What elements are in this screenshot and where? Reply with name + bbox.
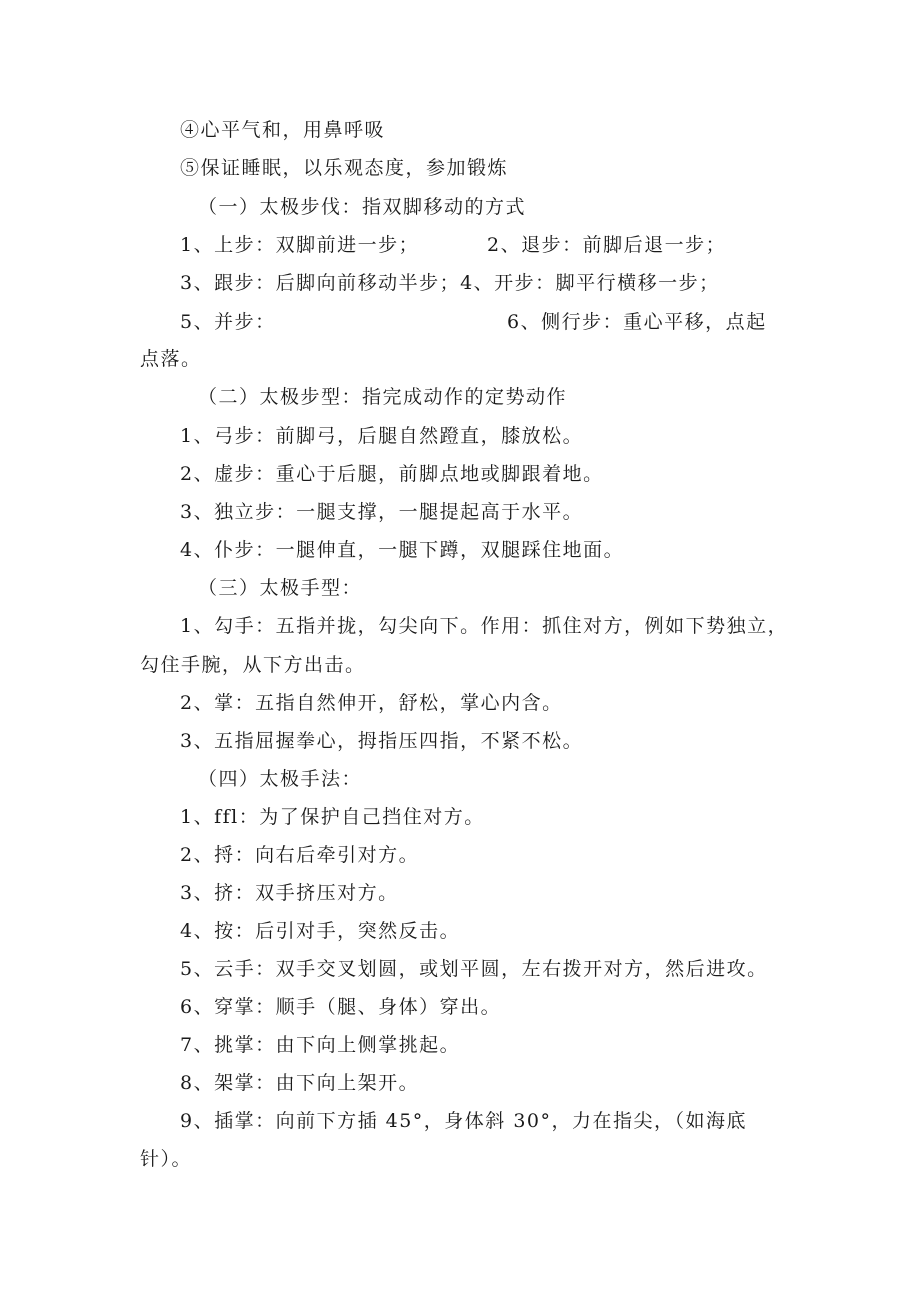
text-line: 6、侧行步：重心平移，点起 [507,311,767,333]
section-heading: （一）太极步伐：指双脚移动的方式 [198,196,527,218]
text-line: 4、仆步：一腿伸直，一腿下蹲，双腿踩住地面。 [180,539,625,561]
section-heading: （四）太极手法： [198,768,363,790]
text-line: ⑤保证睡眠，以乐观态度，参加锻炼 [180,157,509,179]
text-line: 1、弓步：前脚弓，后腿自然蹬直，膝放松。 [180,425,584,447]
text-line: 3、挤：双手挤压对方。 [180,882,399,904]
text-line: ④心平气和，用鼻呼吸 [180,119,386,141]
text-line: 3、五指屈握拳心，拇指压四指，不紧不松。 [180,730,584,752]
section-heading: （三）太极手型： [198,577,363,599]
text-line: 2、掌：五指自然伸开，舒松，掌心内含。 [180,692,563,714]
text-line: 2、虚步：重心于后腿，前脚点地或脚跟着地。 [180,463,604,485]
text-line: 9、插掌：向前下方插 45°，身体斜 30°，力在指尖，（如海底 [180,1110,748,1132]
text-line: 2、捋：向右后牵引对方。 [180,844,420,866]
text-line: 5、云手：双手交叉划圆，或划平圆，左右拨开对方，然后进攻。 [180,958,768,980]
text-line: 勾住手腕，从下方出击。 [140,654,366,676]
text-line: 1、上步：双脚前进一步； [180,234,420,256]
text-line: 8、架掌：由下向上架开。 [180,1072,420,1094]
text-line: 5、并步： [180,311,276,333]
section-heading: （二）太极步型：指完成动作的定势动作 [198,386,568,408]
text-line: 点落。 [140,348,202,370]
text-line: 3、跟步：后脚向前移动半步；4、开步：脚平行横移一步； [180,272,720,294]
text-line: 1、ffl：为了保护自己挡住对方。 [180,806,485,828]
text-line: 1、勾手：五指并拢，勾尖向下。作用：抓住对方，例如下势独立， [180,615,789,637]
text-line: 3、独立步：一腿支撑，一腿提起高于水平。 [180,501,584,523]
text-line: 2、退步：前脚后退一步； [487,234,727,256]
text-line: 6、穿掌：顺手（腿、身体）穿出。 [180,996,502,1018]
text-line: 针）。 [140,1148,193,1170]
text-line: 4、按：后引对手，突然反击。 [180,920,461,942]
text-line: 7、挑掌：由下向上侧掌挑起。 [180,1034,461,1056]
